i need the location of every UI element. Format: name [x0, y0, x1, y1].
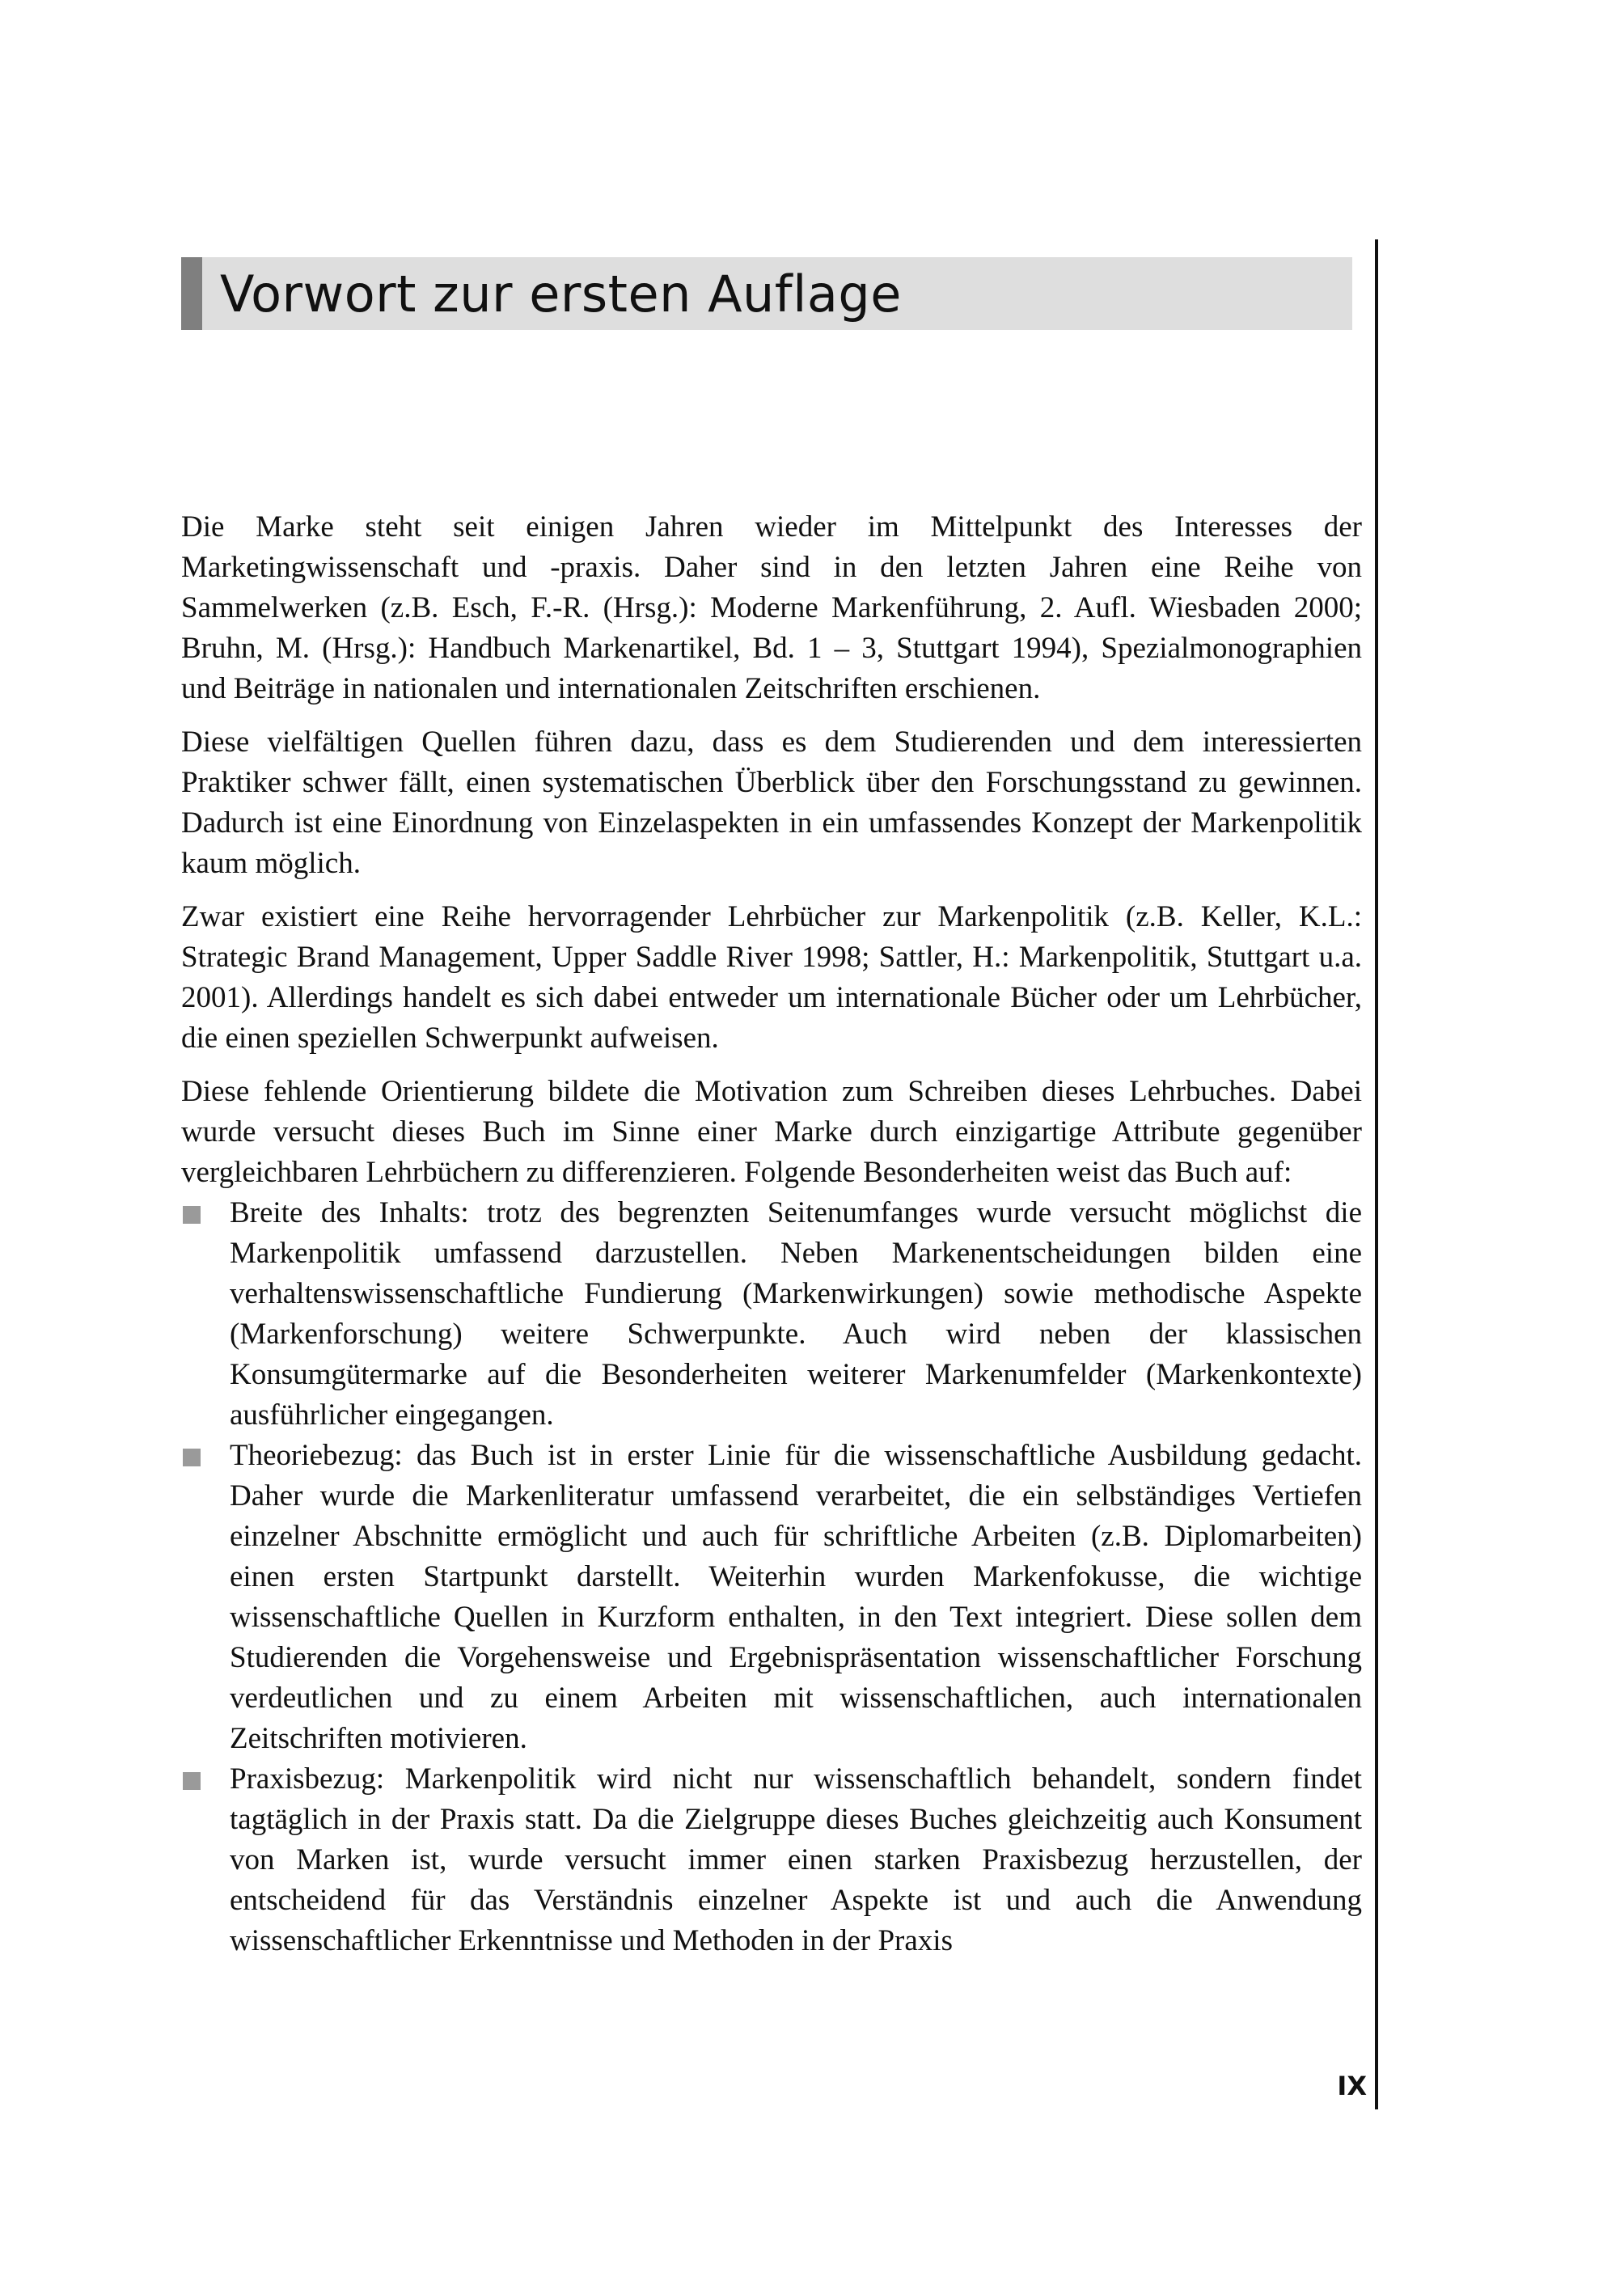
square-bullet-icon — [183, 1206, 201, 1224]
margin-rule — [1375, 239, 1378, 2109]
list-item-text: Theoriebezug: das Buch ist in erster Linie für die wissenschaftliche Ausbildung gedacht. Daher wurde die Markenliteratur umfassend verarbeitet, die ein selbständiges Vertiefen einzelner Abschnitte ermöglicht und auch für schriftliche Arbeiten (z.B. Diplomarbeiten) einen ersten Startpunkt darstellt. Weiterhin wurden Markenfokusse, die wichtige wissenschaftliche Quellen in Kurzform enthalten, in den Text integriert. Diese sollen dem Studierenden die Vorgehensweise und Ergebnispräsentation wissenschaftlicher Forschung verdeutlichen und zu einem Arbeiten mit wissenschaftlichen, auch internationalen Zeitschriften motivieren. — [230, 1439, 1362, 1755]
body-text — [181, 507, 1362, 1961]
list-item — [181, 1193, 1362, 1436]
chapter-heading-bar — [181, 257, 1352, 330]
list-item-text: Breite des Inhalts: trotz des begrenzten Seitenumfanges wurde versucht möglichst die Markenpolitik umfassend darzustellen. Neben Markenentscheidungen bilden eine verhaltenswissenschaftliche Fundierung (Markenwirkungen) sowie methodische Aspekte (Markenforschung) weitere Schwerpunkte. Auch wird neben der klassischen Konsumgütermarke auf die Besonderheiten weiterer Markenumfelder (Markenkontexte) ausführlicher eingegangen. — [230, 1196, 1362, 1432]
page-number: IX — [1337, 2071, 1367, 2101]
square-bullet-icon — [183, 1449, 201, 1466]
chapter-title: Vorwort zur ersten Auflage — [220, 264, 902, 324]
list-item-text: Praxisbezug: Markenpolitik wird nicht nur wissenschaftlich behandelt, sondern findet tagtäglich in der Praxis statt. Da die Zielgruppe dieses Buches gleichzeitig auch Konsument von Marken ist, wurde versucht immer einen starken Praxisbezug herzustellen, der entscheidend für das Verständnis einzelner Aspekte ist und auch die Anwendung wissenschaftlicher Erkenntnisse und Methoden in der Praxis — [230, 1762, 1362, 1957]
list-item — [181, 1436, 1362, 1759]
list-item — [181, 1759, 1362, 1961]
square-bullet-icon — [183, 1772, 201, 1790]
heading-accent-block — [181, 257, 202, 330]
paragraph-3: Zwar existiert eine Reihe hervorragender Lehrbücher zur Markenpolitik (z.B. Keller, K.L.: Strategic Brand Management, Upper Saddle River 1998; Sattler, H.: Markenpolitik, Stuttgart u.a. 2001). Allerdings handelt es sich dabei entweder um internationale Bücher oder um Lehrbücher, die einen speziellen Schwerpunkt aufweisen. — [181, 900, 1362, 1055]
paragraph-4: Diese fehlende Orientierung bildete die Motivation zum Schreiben dieses Lehrbuches. Dabei wurde versucht dieses Buch im Sinne einer Marke durch einzigartige Attribute gegenüber vergleichbaren Lehrbüchern zu differenzieren. Folgende Besonderheiten weist das Buch auf: — [181, 1075, 1362, 1189]
paragraph-2: Diese vielfältigen Quellen führen dazu, dass es dem Studierenden und dem interessierten Praktiker schwer fällt, einen systematischen Überblick über den Forschungsstand zu gewinnen. Dadurch ist eine Einordnung von Einzelaspekten in ein umfassendes Konzept der Markenpolitik kaum möglich. — [181, 726, 1362, 880]
paragraph-1: Die Marke steht seit einigen Jahren wieder im Mittelpunkt des Interesses der Marketingwissenschaft und -praxis. Daher sind in den letzten Jahren eine Reihe von Sammelwerken (z.B. Esch, F.-R. (Hrsg.): Moderne Markenführung, 2. Aufl. Wiesbaden 2000; Bruhn, M. (Hrsg.): Handbuch Markenartikel, Bd. 1 – 3, Stuttgart 1994), Spezialmonographien und Beiträge in nationalen und internationalen Zeitschriften erschienen. — [181, 510, 1362, 705]
feature-list — [181, 1193, 1362, 1961]
